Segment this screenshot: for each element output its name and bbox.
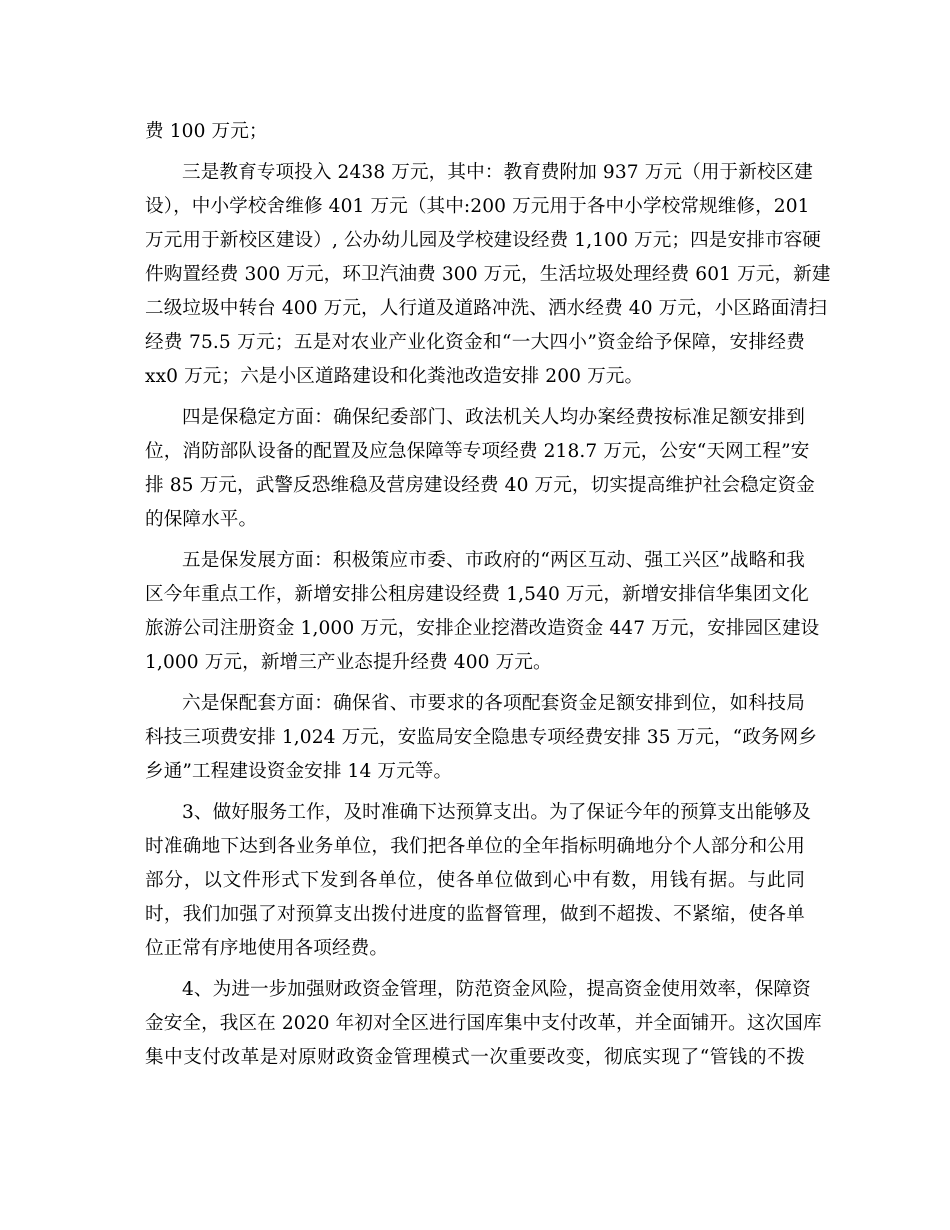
text-line: 五是保发展方面：积极策应市委、市政府的“两区互动、强工兴区”战略和我: [182, 550, 805, 571]
text-line: 件购置经费 300 万元，环卫汽油费 300 万元，生活垃圾处理经费 601 万元，新建: [145, 264, 831, 285]
paragraph-6: [145, 973, 822, 1075]
text-line: 4、为进一步加强财政资金管理，防范资金风险，提高资金使用效率，保障资: [182, 979, 811, 1000]
text-line: 经费 75.5 万元；五是对农业产业化资金和“一大四小”资金给予保障，安排经费: [145, 332, 805, 353]
text-line: 位，消防部队设备的配置及应急保障等专项经费 218.7 万元，公安“天网工程”安: [145, 441, 810, 462]
text-line: 排 85 万元，武警反恐维稳及营房建设经费 40 万元，切实提高维护社会稳定资金: [145, 475, 815, 496]
text-line: xx0 万元；六是小区道路建设和化粪池改造安排 200 万元。: [145, 366, 644, 387]
text-line: 金安全，我区在 2020 年初对全区进行国库集中支付改革，并全面铺开。这次国库: [145, 1013, 822, 1034]
paragraph-gap: [145, 680, 805, 687]
text-line: 四是保稳定方面：确保纪委部门、政法机关人均办案经费按标准足额安排到: [182, 407, 805, 428]
paragraph-gap: [145, 537, 805, 544]
text-line: 部分，以文件形式下发到各单位，使各单位做到心中有数，用钱有据。与此同: [145, 870, 805, 891]
text-line: 三是教育专项投入 2438 万元，其中：教育费附加 937 万元（用于新校区建: [182, 162, 813, 183]
text-line: 二级垃圾中转台 400 万元，人行道及道路冲洗、洒水经费 40 万元，小区路面清扫: [145, 298, 827, 319]
text-line: 区今年重点工作，新增安排公租房建设经费 1,540 万元，新增安排信华集团文化: [145, 584, 809, 605]
paragraph-gap: [145, 966, 805, 973]
paragraph-4: [145, 687, 818, 789]
paragraph-2: [145, 401, 815, 537]
text-line: 科技三项费安排 1,024 万元，安监局安全隐患专项经费安排 35 万元，“政务网乡: [145, 727, 818, 748]
paragraph-gap: [145, 789, 805, 796]
text-line: 1,000 万元，新增三产业态提升经费 400 万元。: [145, 652, 552, 673]
text-line: 位正常有序地使用各项经费。: [145, 938, 389, 959]
text-line: 时，我们加强了对预算支出拨付进度的监督管理，做到不超拨、不紧缩，使各单: [145, 904, 805, 925]
paragraph-1: [145, 156, 831, 394]
paragraph-gap: [145, 394, 805, 401]
text-line: 时准确地下达到各业务单位，我们把各单位的全年指标明确地分个人部分和公用: [145, 836, 805, 857]
text-line: 乡通”工程建设资金安排 14 万元等。: [145, 761, 453, 782]
text-line: 费 100 万元；: [145, 121, 268, 142]
paragraph-3: [145, 544, 820, 680]
text-line: 六是保配套方面：确保省、市要求的各项配套资金足额安排到位，如科技局: [182, 693, 805, 714]
text-line: 旅游公司注册资金 1,000 万元，安排企业挖潜改造资金 447 万元，安排园区建设: [145, 618, 820, 639]
text-line: 集中支付改革是对原财政资金管理模式一次重要改变，彻底实现了“管钱的不拨: [145, 1047, 805, 1068]
document-body: [145, 115, 831, 1075]
paragraph-5: [145, 796, 811, 966]
text-line: 万元用于新校区建设）, 公办幼儿园及学校建设经费 1,100 万元；四是安排市容硬: [145, 230, 821, 251]
text-line: 设），中小学校舍维修 401 万元（其中:200 万元用于各中小学校常规维修，201: [145, 196, 810, 217]
text-line: 的保障水平。: [145, 509, 258, 530]
text-line: 3、做好服务工作，及时准确下达预算支出。为了保证今年的预算支出能够及: [182, 802, 811, 823]
paragraph-gap: [145, 149, 805, 156]
paragraph-0: [145, 115, 805, 149]
